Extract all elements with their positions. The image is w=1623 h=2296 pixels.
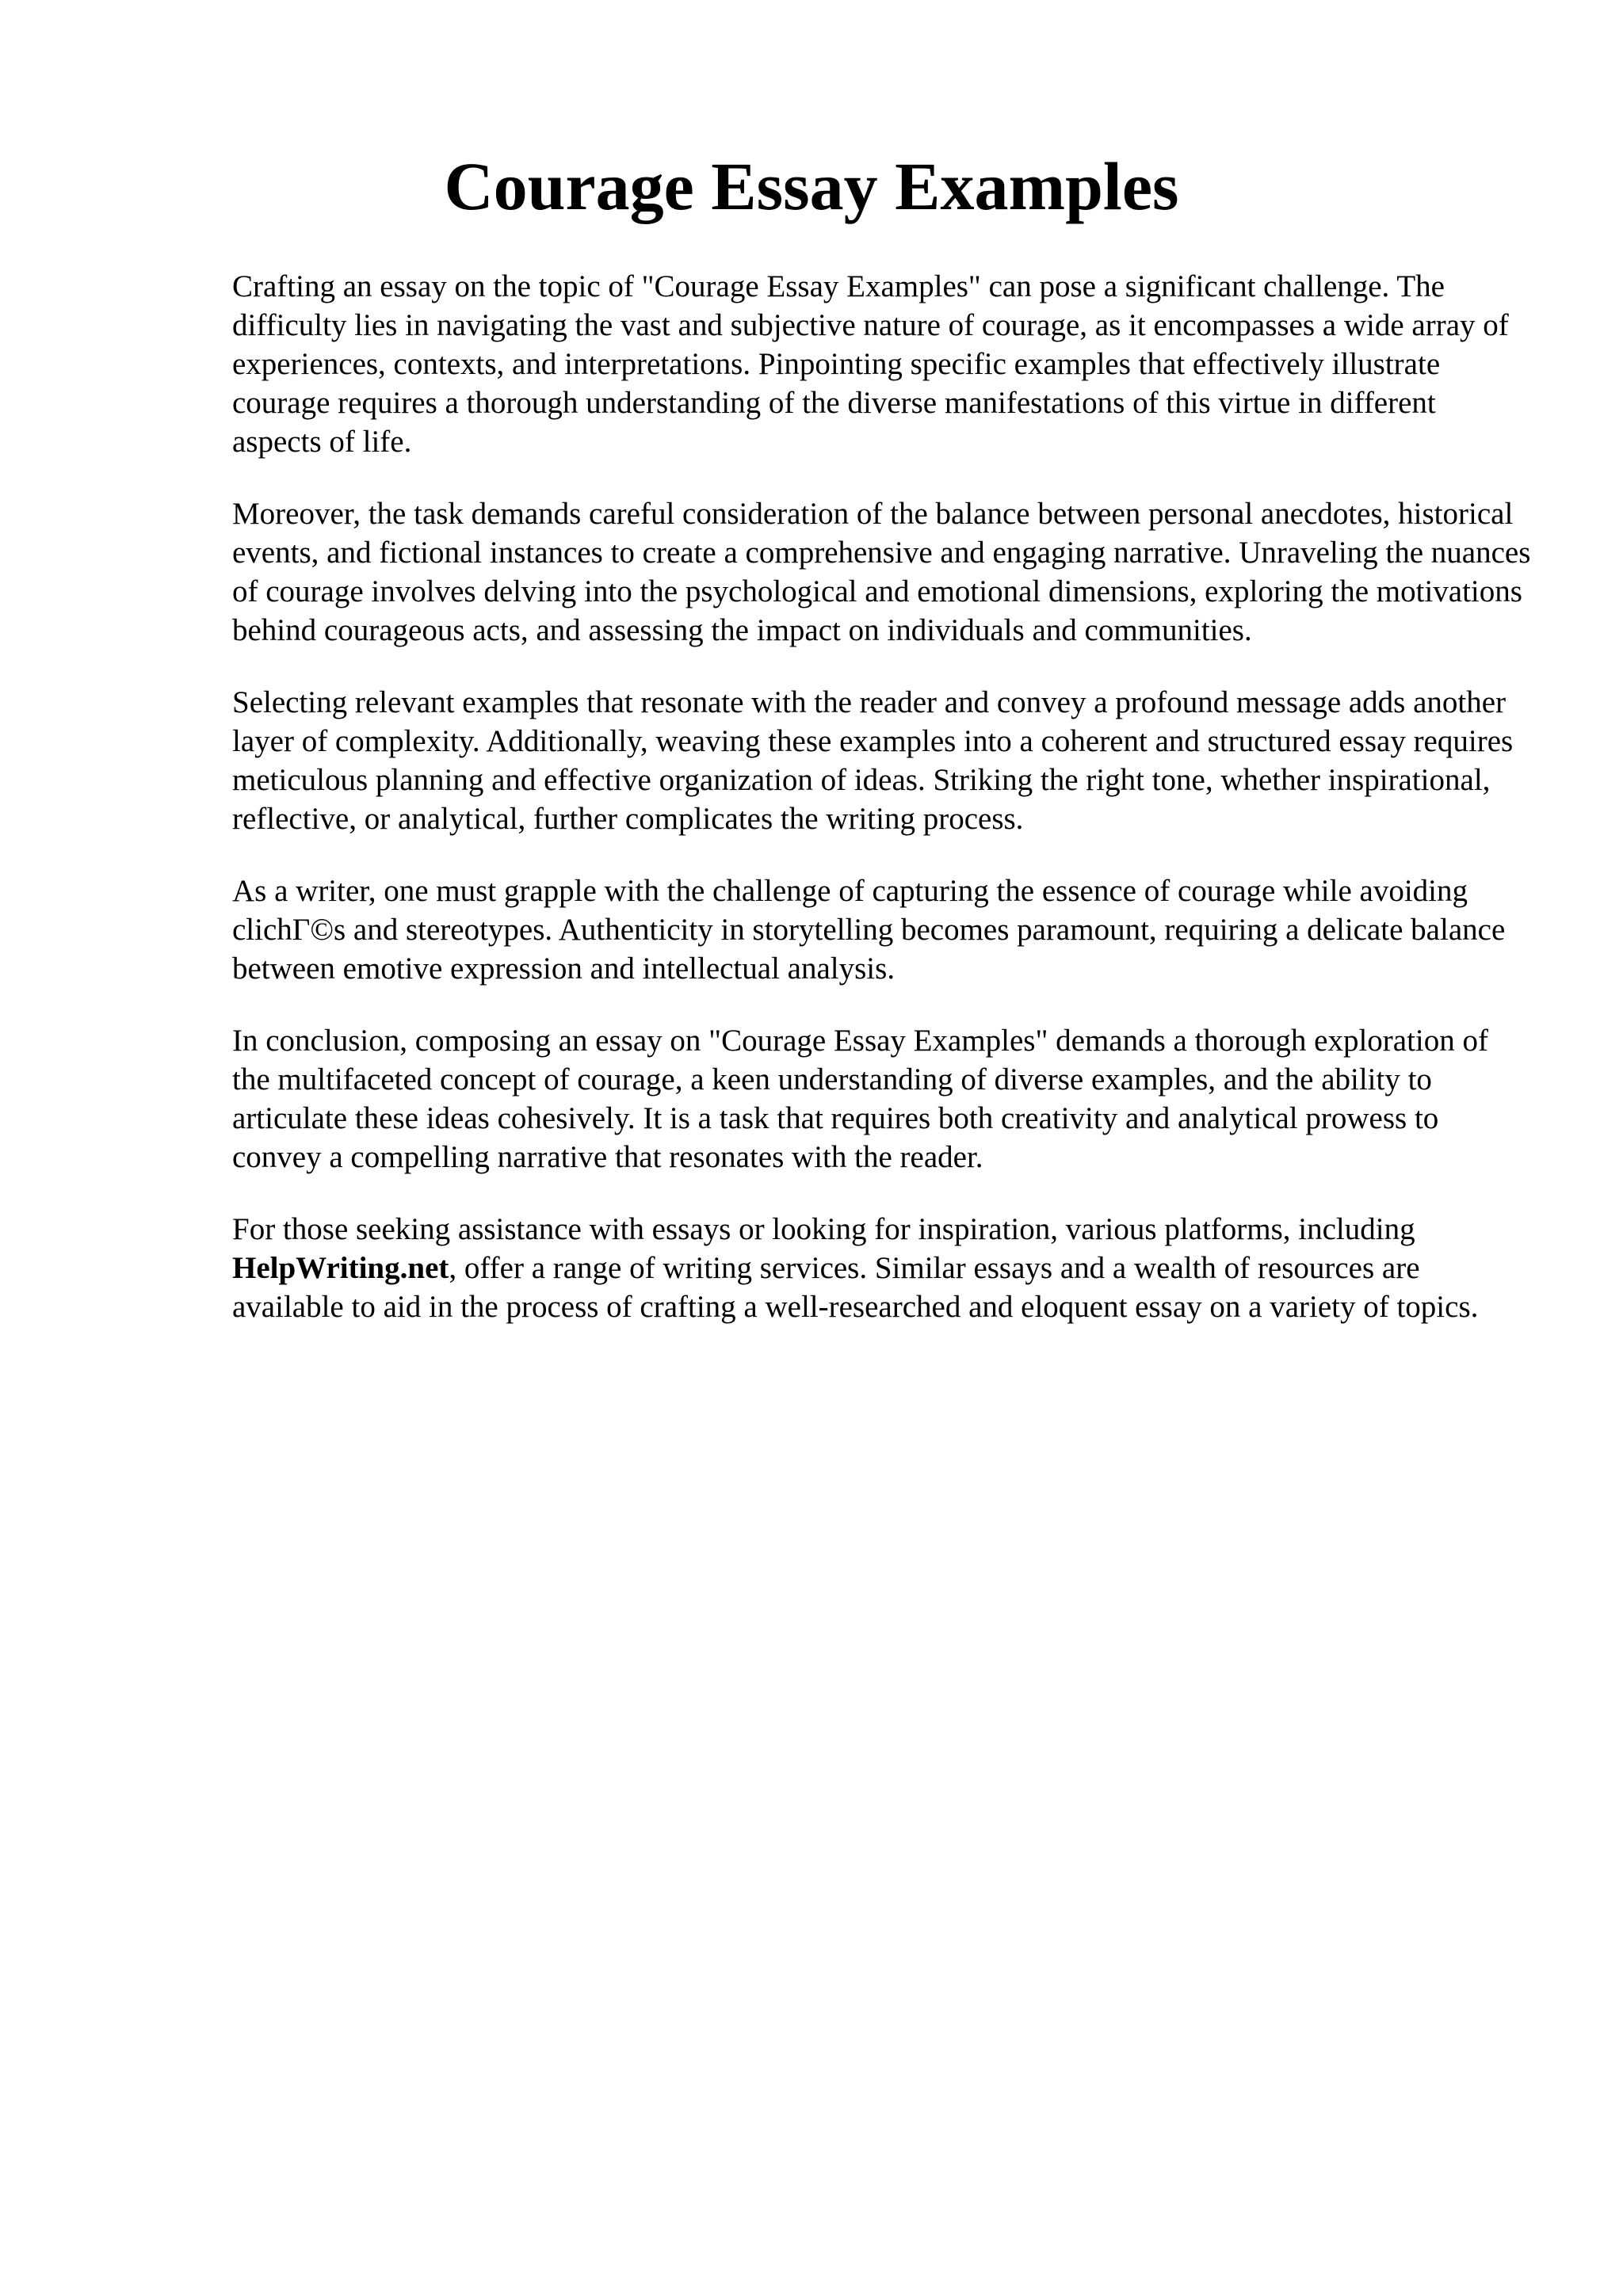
paragraph-3: Selecting relevant examples that resonate with the reader and convey a profound message adds another layer of complexity. Additionally, weaving these examples into a coherent and structured essay requires meticulous planning and effective organization of ideas. Striking the right tone, whether inspirational, reflective, or analytical, further complicates the writing process. xyxy=(232,685,1514,836)
paragraph-4: As a writer, one must grapple with the challenge of capturing the essence of courage while avoiding clichΓ©s and stereotypes. Authenticity in storytelling becomes paramount, requiring a delicate balance between emotive expression and intellectual analysis. xyxy=(232,874,1506,986)
paragraph-1: Crafting an essay on the topic of "Courage Essay Examples" can pose a significant challenge. The difficulty lies in navigating the vast and subjective nature of courage, as it encompasses a wide array of experiences, contexts, and interpretations. Pinpointing specific examples that effectively illustrate courage requires a thorough understanding of the diverse manifestations of this virtue in different aspects of life. xyxy=(232,269,1509,459)
paragraph-6-rest: , offer a range of writing services. Similar essays and a wealth of resources are available to aid in the process of crafting a well-researched and eloquent essay on a variety of topics. xyxy=(232,1251,1479,1324)
paragraph-6 xyxy=(232,1210,1532,1326)
document-body xyxy=(232,267,1532,1360)
paragraph-6-lead: For those seeking assistance with essays or looking for inspiration, various platforms, including xyxy=(232,1212,1415,1246)
document-title: Courage Essay Examples xyxy=(444,148,1179,224)
brand-name: HelpWriting.net xyxy=(232,1251,449,1285)
paragraph-5: In conclusion, composing an essay on "Courage Essay Examples" demands a thorough exploration of the multifaceted concept of courage, a keen understanding of diverse examples, and the ability to articulate these ideas cohesively. It is a task that requires both creativity and analytical prowess to convey a compelling narrative that resonates with the reader. xyxy=(232,1024,1489,1174)
paragraph-2: Moreover, the task demands careful consideration of the balance between personal anecdotes, historical events, and fictional instances to create a comprehensive and engaging narrative. Unraveling the nuances of courage involves delving into the psychological and emotional dimensions, exploring the motivations behind courageous acts, and assessing the impact on individuals and communities. xyxy=(232,497,1531,647)
